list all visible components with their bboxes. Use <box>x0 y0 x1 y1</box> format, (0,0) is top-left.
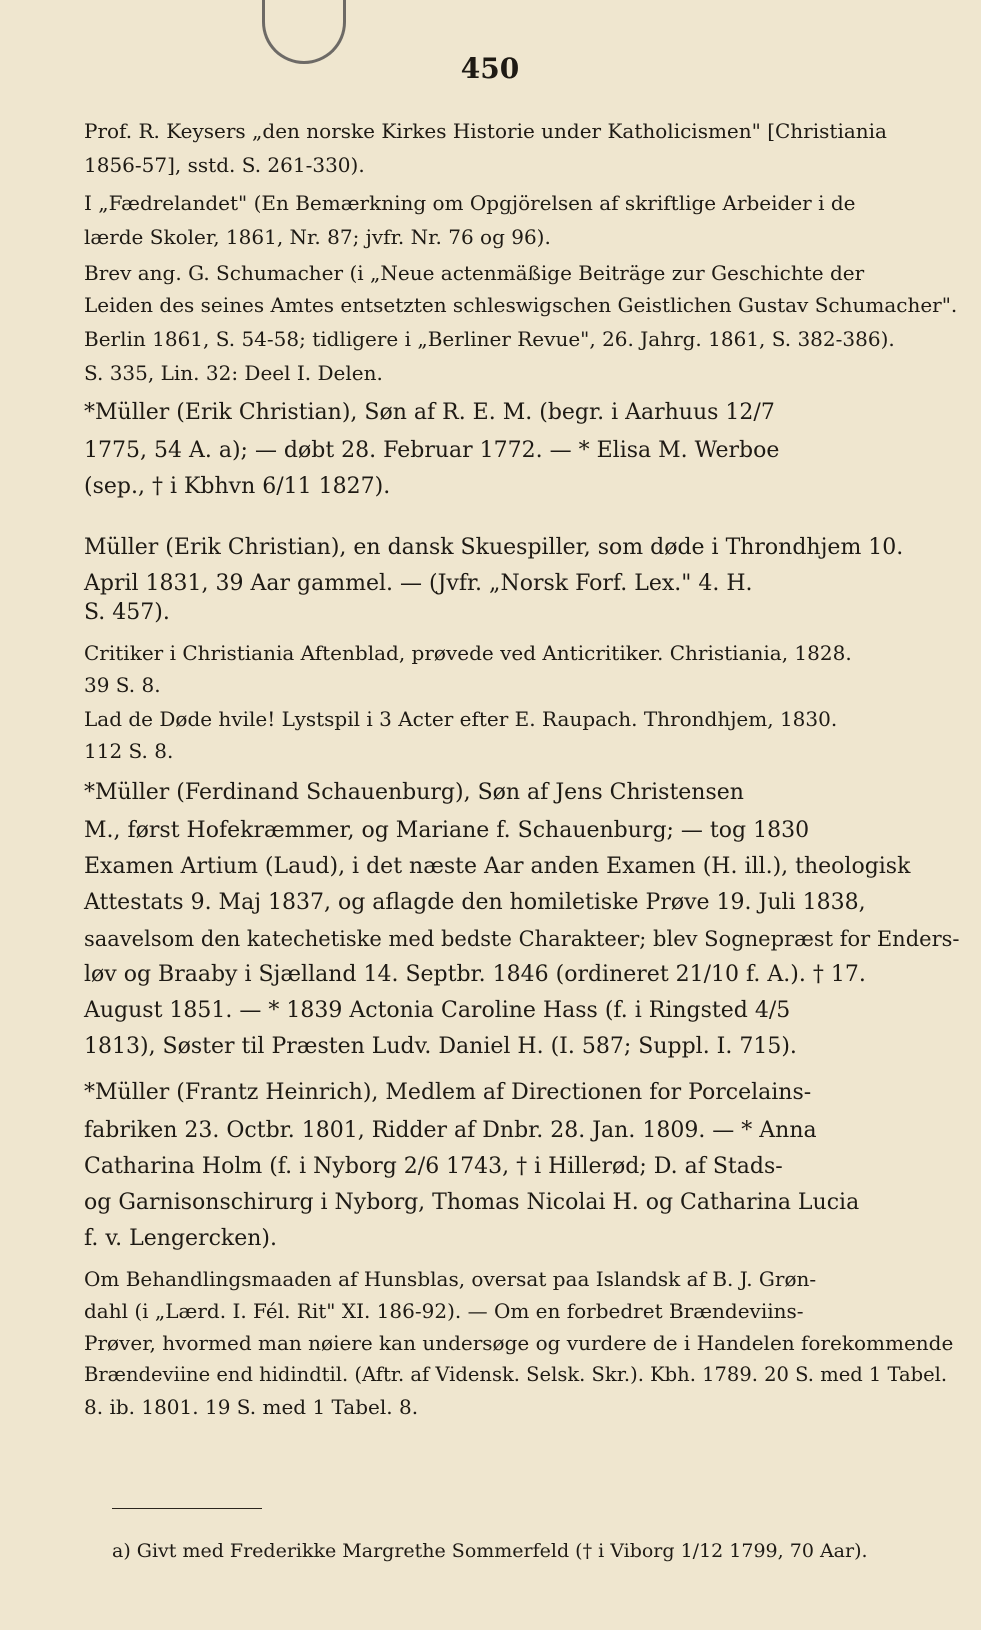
text-line: Lad de Døde hvile! Lystspil i 3 Acter efter E. Raupach. Throndhjem, 1830. <box>84 707 838 731</box>
text-line: 39 S. 8. <box>84 673 161 697</box>
text-line: M., først Hofekræmmer, og Mariane f. Schauenburg; — tog 1830 <box>84 818 810 843</box>
text-line: 8. ib. 1801. 19 S. med 1 Tabel. 8. <box>84 1395 419 1419</box>
page-number: 450 <box>460 52 520 85</box>
text-line: fabriken 23. Octbr. 1801, Ridder af Dnbr. 28. Jan. 1809. — * Anna <box>84 1118 817 1143</box>
text-line: Leiden des seines Amtes entsetzten schleswigschen Geistlichen Gustav Schumacher". <box>84 293 958 317</box>
text-line: f. v. Lengercken). <box>84 1226 277 1251</box>
text-line: I „Fædrelandet" (En Bemærkning om Opgjörelsen af skriftlige Arbeider i de <box>84 191 856 215</box>
footnote: a) Givt med Frederikke Margrethe Sommerfeld († i Viborg 1/12 1799, 70 Aar). <box>112 1540 868 1562</box>
text-line: dahl (i „Lærd. I. Fél. Rit" XI. 186-92). — Om en forbedret Brændeviins- <box>84 1299 804 1323</box>
text-line: lærde Skoler, 1861, Nr. 87; jvfr. Nr. 76 og 96). <box>84 225 551 249</box>
text-line: Catharina Holm (f. i Nyborg 2/6 1743, † i Hillerød; D. af Stads- <box>84 1154 783 1179</box>
text-line: 1775, 54 A. a); — døbt 28. Februar 1772. — * Elisa M. Werboe <box>84 438 780 463</box>
text-line: S. 335, Lin. 32: Deel I. Delen. <box>84 361 383 385</box>
text-line: og Garnisonschirurg i Nyborg, Thomas Nicolai H. og Catharina Lucia <box>84 1190 860 1215</box>
text-line: S. 457). <box>84 600 170 625</box>
text-line: Examen Artium (Laud), i det næste Aar anden Examen (H. ill.), theologisk <box>84 854 911 879</box>
text-line: Critiker i Christiania Aftenblad, prøvede ved Anticritiker. Christiania, 1828. <box>84 641 852 665</box>
text-line: Attestats 9. Maj 1837, og aflagde den homiletiske Prøve 19. Juli 1838, <box>84 890 866 915</box>
text-line: (sep., † i Kbhvn 6/11 1827). <box>84 474 391 499</box>
footnote-divider <box>112 1508 262 1509</box>
entry-heading: *Müller (Ferdinand Schauenburg), Søn af Jens Christensen <box>84 780 744 805</box>
entry-heading: Müller (Erik Christian), en dansk Skuespiller, som døde i Throndhjem 10. April 1831, 39 Aar gammel. — (Jvfr. „Norsk Forf. Lex." 4. H. <box>84 535 904 596</box>
text-line: Om Behandlingsmaaden af Hunsblas, oversat paa Islandsk af B. J. Grøn- <box>84 1267 817 1291</box>
text-line: Prøver, hvormed man nøiere kan undersøge og vurdere de i Handelen forekommende <box>84 1331 954 1355</box>
text-line: Berlin 1861, S. 54-58; tidligere i „Berliner Revue", 26. Jahrg. 1861, S. 382-386). <box>84 327 895 351</box>
text-line: August 1851. — * 1839 Actonia Caroline Hass (f. i Ringsted 4/5 <box>84 998 791 1023</box>
paper-clip <box>262 0 346 64</box>
text-line: saavelsom den katechetiske med bedste Charakteer; blev Sognepræst for Enders- <box>84 927 960 951</box>
text-line: Prof. R. Keysers „den norske Kirkes Historie under Katholicismen" [Christiania <box>84 119 887 143</box>
text-line: Brændeviine end hidindtil. (Aftr. af Vidensk. Selsk. Skr.). Kbh. 1789. 20 S. med 1 Tabel. <box>84 1363 948 1386</box>
text-line: løv og Braaby i Sjælland 14. Septbr. 1846 (ordineret 21/10 f. A.). † 17. <box>84 962 866 987</box>
text-line: 1856-57], sstd. S. 261-330). <box>84 153 365 177</box>
text-line: Brev ang. G. Schumacher (i „Neue actenmäßige Beiträge zur Geschichte der <box>84 261 865 285</box>
text-line: 112 S. 8. <box>84 739 174 763</box>
entry-heading: *Müller (Frantz Heinrich), Medlem af Directionen for Porcelains- <box>84 1080 812 1105</box>
text-line: 1813), Søster til Præsten Ludv. Daniel H. (I. 587; Suppl. I. 715). <box>84 1034 797 1059</box>
entry-heading: *Müller (Erik Christian), Søn af R. E. M. (begr. i Aarhuus 12/7 <box>84 400 775 425</box>
